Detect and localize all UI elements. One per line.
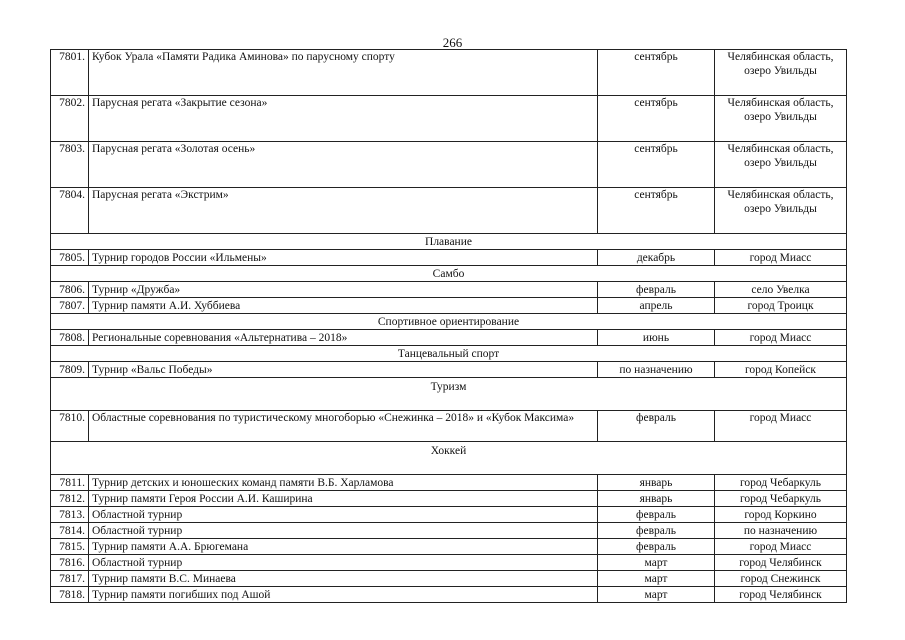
event-month: февраль — [598, 523, 715, 539]
event-month: январь — [598, 475, 715, 491]
section-title: Плавание — [51, 234, 847, 250]
event-name: Парусная регата «Золотая осень» — [89, 142, 598, 188]
event-place: город Челябинск — [715, 587, 847, 603]
event-place: город Миасс — [715, 330, 847, 346]
event-number: 7802. — [51, 96, 89, 142]
event-name: Областной турнир — [89, 507, 598, 523]
event-month: февраль — [598, 507, 715, 523]
section-title: Хоккей — [51, 442, 847, 475]
table-row — [51, 282, 847, 298]
event-place: город Чебаркуль — [715, 491, 847, 507]
event-number: 7804. — [51, 188, 89, 234]
table-row — [51, 475, 847, 491]
section-header-row — [51, 442, 847, 475]
table-row — [51, 523, 847, 539]
event-name: Турнир памяти А.А. Брюгемана — [89, 539, 598, 555]
event-number: 7816. — [51, 555, 89, 571]
section-title: Самбо — [51, 266, 847, 282]
table-row — [51, 188, 847, 234]
event-month: сентябрь — [598, 50, 715, 96]
section-header-row — [51, 378, 847, 411]
event-month: по назначению — [598, 362, 715, 378]
event-number: 7818. — [51, 587, 89, 603]
section-header-row — [51, 346, 847, 362]
event-place: Челябинская область, озеро Увильды — [715, 142, 847, 188]
table-row — [51, 539, 847, 555]
event-name: Турнир памяти А.И. Хуббиева — [89, 298, 598, 314]
event-place: город Снежинск — [715, 571, 847, 587]
event-name: Региональные соревнования «Альтернатива – 2018» — [89, 330, 598, 346]
event-place: Челябинская область, озеро Увильды — [715, 50, 847, 96]
event-month: сентябрь — [598, 96, 715, 142]
event-name: Областной турнир — [89, 555, 598, 571]
events-table-body — [51, 50, 847, 603]
event-place: город Копейск — [715, 362, 847, 378]
event-month: сентябрь — [598, 142, 715, 188]
event-place: город Чебаркуль — [715, 475, 847, 491]
event-number: 7801. — [51, 50, 89, 96]
event-number: 7817. — [51, 571, 89, 587]
event-month: апрель — [598, 298, 715, 314]
event-name: Турнир памяти Героя России А.И. Каширина — [89, 491, 598, 507]
event-place: город Челябинск — [715, 555, 847, 571]
event-place: город Троицк — [715, 298, 847, 314]
event-month: декабрь — [598, 250, 715, 266]
table-row — [51, 491, 847, 507]
table-row — [51, 362, 847, 378]
event-place: город Миасс — [715, 411, 847, 442]
event-name: Кубок Урала «Памяти Радика Аминова» по парусному спорту — [89, 50, 598, 96]
event-number: 7807. — [51, 298, 89, 314]
table-row — [51, 571, 847, 587]
event-number: 7805. — [51, 250, 89, 266]
event-name: Областной турнир — [89, 523, 598, 539]
table-row — [51, 96, 847, 142]
event-place: по назначению — [715, 523, 847, 539]
event-name: Турнир детских и юношеских команд памяти В.Б. Харламова — [89, 475, 598, 491]
event-month: февраль — [598, 411, 715, 442]
table-row — [51, 142, 847, 188]
event-month: июнь — [598, 330, 715, 346]
event-place: Челябинская область, озеро Увильды — [715, 188, 847, 234]
section-title: Спортивное ориентирование — [51, 314, 847, 330]
event-month: март — [598, 571, 715, 587]
event-name: Турнир памяти погибших под Ашой — [89, 587, 598, 603]
table-row — [51, 50, 847, 96]
event-number: 7810. — [51, 411, 89, 442]
event-name: Турнир памяти В.С. Минаева — [89, 571, 598, 587]
table-row — [51, 587, 847, 603]
event-number: 7809. — [51, 362, 89, 378]
event-number: 7815. — [51, 539, 89, 555]
section-title: Танцевальный спорт — [51, 346, 847, 362]
page-number: 266 — [442, 35, 463, 50]
table-row — [51, 411, 847, 442]
events-table — [50, 49, 847, 603]
event-number: 7813. — [51, 507, 89, 523]
event-place: Челябинская область, озеро Увильды — [715, 96, 847, 142]
event-place: город Миасс — [715, 250, 847, 266]
table-row — [51, 330, 847, 346]
event-name: Турнир городов России «Ильмены» — [89, 250, 598, 266]
event-month: февраль — [598, 282, 715, 298]
event-number: 7808. — [51, 330, 89, 346]
event-number: 7811. — [51, 475, 89, 491]
event-name: Турнир «Вальс Победы» — [89, 362, 598, 378]
table-row — [51, 507, 847, 523]
event-month: сентябрь — [598, 188, 715, 234]
section-header-row — [51, 314, 847, 330]
event-number: 7803. — [51, 142, 89, 188]
event-number: 7812. — [51, 491, 89, 507]
event-name: Парусная регата «Закрытие сезона» — [89, 96, 598, 142]
section-title: Туризм — [51, 378, 847, 411]
event-month: февраль — [598, 539, 715, 555]
section-header-row — [51, 234, 847, 250]
event-month: январь — [598, 491, 715, 507]
event-month: март — [598, 587, 715, 603]
event-number: 7806. — [51, 282, 89, 298]
event-name: Турнир «Дружба» — [89, 282, 598, 298]
section-header-row — [51, 266, 847, 282]
table-row — [51, 250, 847, 266]
event-month: март — [598, 555, 715, 571]
event-name: Парусная регата «Экстрим» — [89, 188, 598, 234]
event-place: город Коркино — [715, 507, 847, 523]
event-number: 7814. — [51, 523, 89, 539]
event-name: Областные соревнования по туристическому многоборью «Снежинка – 2018» и «Кубок Максима» — [89, 411, 598, 442]
event-place: город Миасс — [715, 539, 847, 555]
event-place: село Увелка — [715, 282, 847, 298]
table-row — [51, 555, 847, 571]
table-row — [51, 298, 847, 314]
